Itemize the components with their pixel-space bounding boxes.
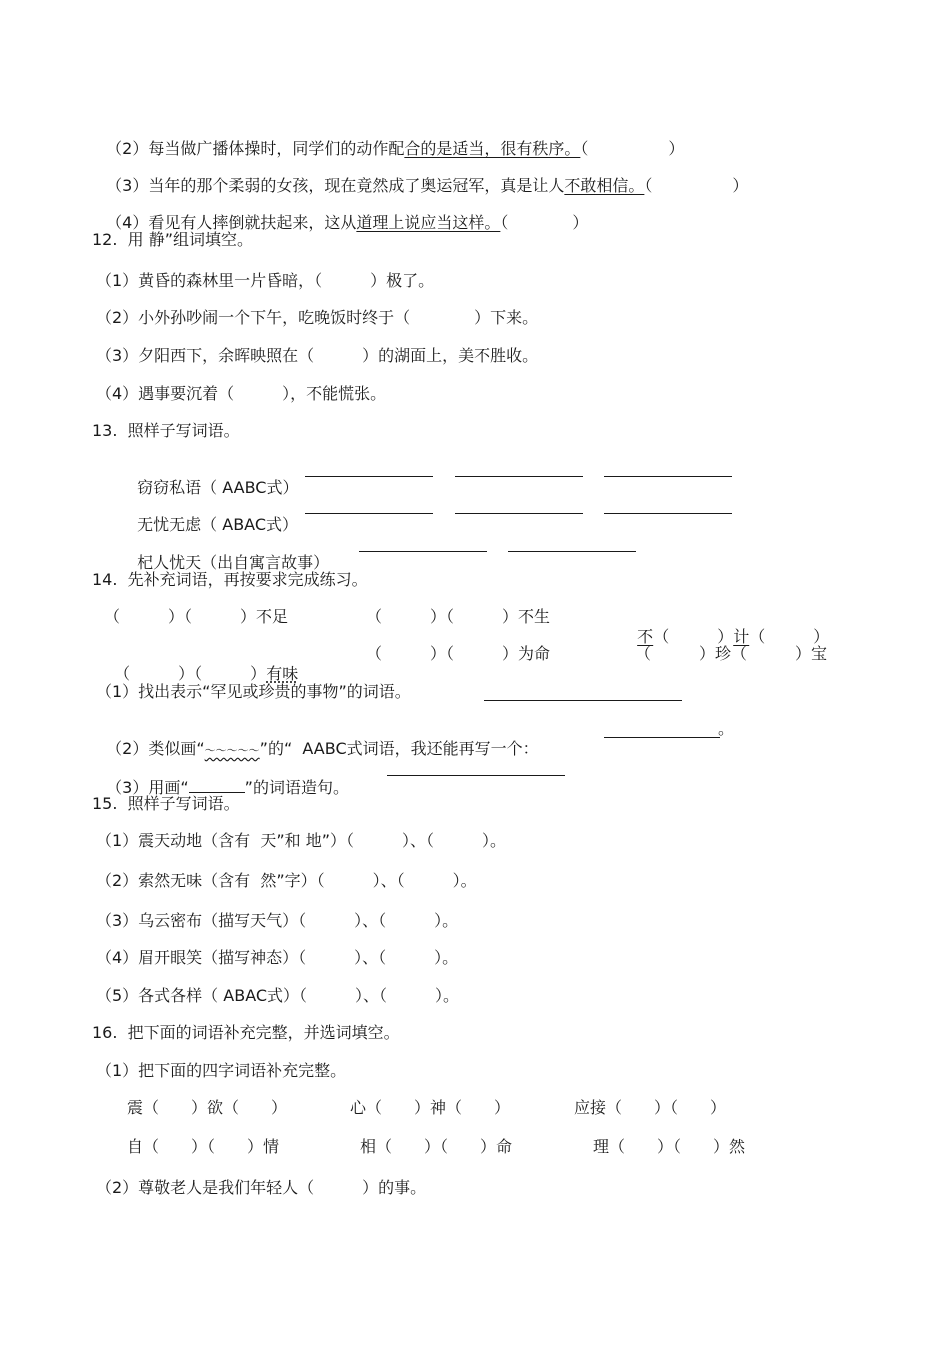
underlined-phrase: 合的是适当，很有秩序。 [404,139,581,158]
idiom-blank-2: 心（ ）神（ ） [350,1098,511,1117]
item-16-2: （2）尊敬老人是我们年轻人（ ）的事。 [96,1178,427,1197]
question-14: 14. 先补充词语，再按要求完成练习。 [92,570,368,589]
idiom-blank-1: 震（ ）欲（ ） [127,1098,288,1117]
underline-mark [189,777,245,793]
word-blank-3: 不（ ）计（ ） [637,627,830,646]
item-14-3: （3）用画“ ”的词语造句。 [106,778,349,797]
item-15-4: （4）眉开眼笑（描写神态）（ ）、（ ）。 [96,948,459,967]
word-blank-4: （ ）（ ）有味 [114,664,299,683]
answer-blank[interactable] [305,498,433,514]
answer-blank[interactable] [387,760,565,776]
item-13-1: 窃窃私语（ AABC式） [137,478,299,497]
underlined-phrase: 道理上说应当这样。 [356,213,501,232]
answer-blank[interactable] [305,461,433,477]
item-15-5: （5）各式各样（ ABAC式）（ ）、（ ）。 [96,986,460,1005]
answer-blank[interactable] [604,498,732,514]
item-14-2: （2）类似画“～～～～～”的“ AABC式词语，我还能再写一个： [106,739,539,758]
question-12: 12. 用 静”组词填空。 [92,230,253,249]
item-12-2: （2）小外孙吵闹一个下午，吃晚饭时终于（ ）下来。 [96,308,539,327]
answer-blank[interactable] [455,498,583,514]
question-13: 13. 照样子写词语。 [92,421,240,440]
answer-blank[interactable] [604,722,720,738]
item-11-4: （4）看见有人摔倒就扶起来，这从道理上说应当这样。（ ） [106,213,589,232]
wavy-underline-mark: ～～～～～ [204,744,260,757]
item-13-3: 杞人忧天（出自寓言故事） [137,553,330,572]
answer-blank[interactable] [359,536,487,552]
question-15: 15. 照样子写词语。 [92,794,240,813]
item-13-2: 无忧无虑（ ABAC式） [137,515,299,534]
idiom-blank-3: 应接（ ）（ ） [574,1098,727,1117]
answer-blank[interactable] [604,461,732,477]
item-14-1: （1）找出表示“罕见或珍贵的事物”的词语。 [96,682,411,701]
item-12-3: （3）夕阳西下，余晖映照在（ ）的湖面上，美不胜收。 [96,346,539,365]
idiom-blank-6: 理（ ）（ ）然 [593,1137,746,1156]
question-16: 16. 把下面的词语补充完整，并选词填空。 [92,1023,400,1042]
item-11-2: （2）每当做广播体操时，同学们的动作配合的是适当，很有秩序。（ ） [106,139,685,158]
answer-blank[interactable] [508,536,636,552]
item-16-1: （1）把下面的四字词语补充完整。 [96,1061,347,1080]
item-12-4: （4）遇事要沉着（ ），不能慌张。 [96,384,387,403]
item-15-1: （1）震天动地（含有 天”和 地”）（ ）、（ ）。 [96,831,507,850]
underlined-phrase: 不敢相信。 [564,176,645,195]
period: 。 [718,719,735,738]
word-blank-1: （ ）（ ）不足 [104,607,289,626]
item-11-3: （3）当年的那个柔弱的女孩，现在竟然成了奥运冠军，真是让人不敢相信。（ ） [106,176,749,195]
item-12-1: （1）黄昏的森林里一片昏暗，（ ）极了。 [96,271,435,290]
item-15-2: （2）索然无味（含有 然”字）（ ）、（ ）。 [96,871,477,890]
item-15-3: （3）乌云密布（描写天气）（ ）、（ ）。 [96,911,459,930]
word-blank-2: （ ）（ ）不生 [366,607,551,626]
idiom-blank-5: 相（ ）（ ）命 [360,1137,513,1156]
answer-blank[interactable] [455,461,583,477]
word-blank-6: （ ）珍（ ）宝 [635,644,828,663]
word-blank-5: （ ）（ ）为命 [366,644,551,663]
answer-blank[interactable] [484,685,682,701]
idiom-blank-4: 自（ ）（ ）情 [127,1137,280,1156]
